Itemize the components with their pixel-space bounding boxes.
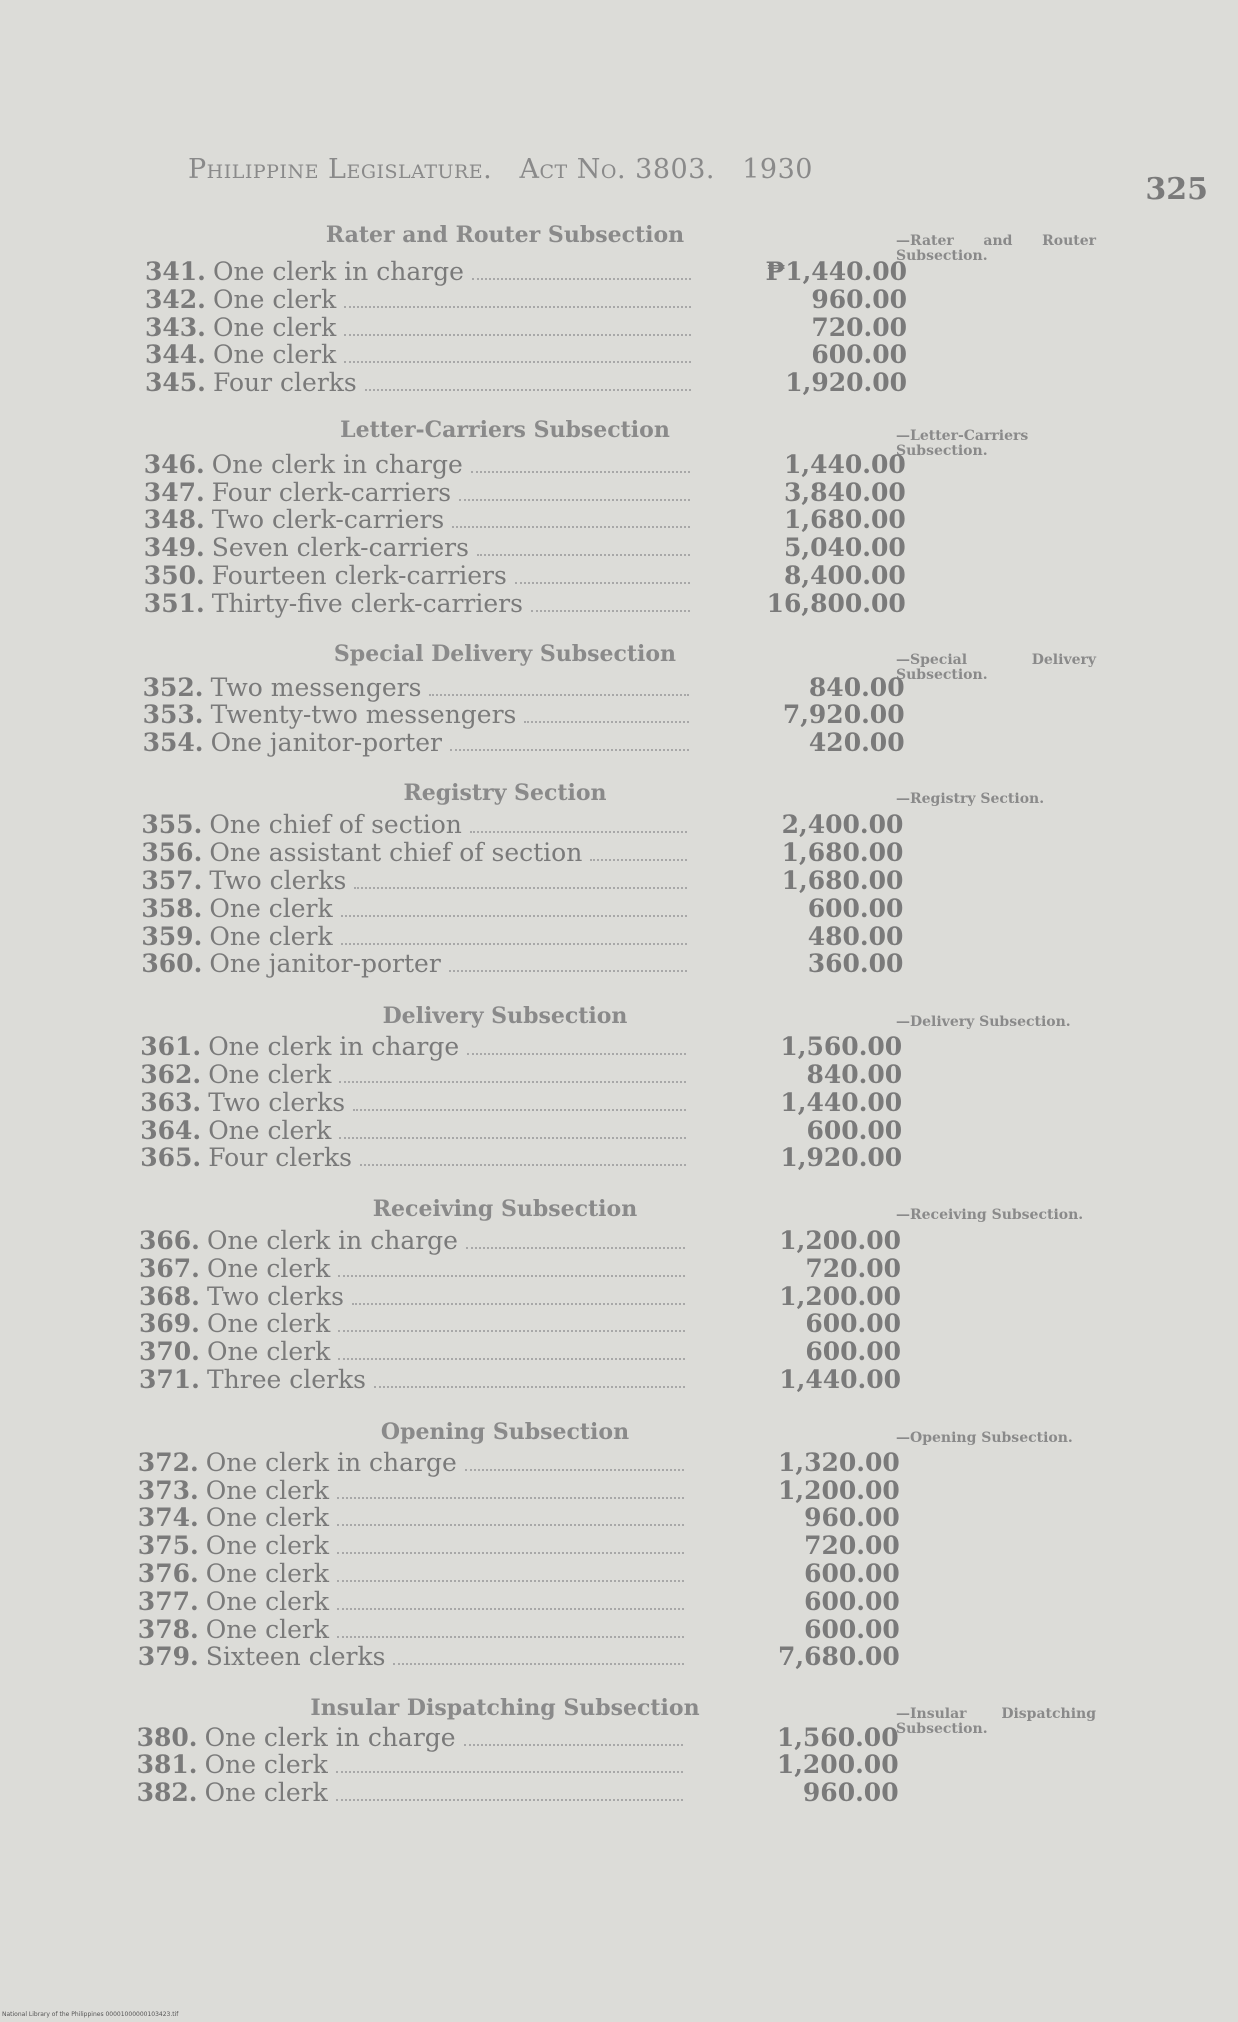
leader-dots	[374, 1368, 685, 1388]
item-number: 376.	[137, 1559, 199, 1588]
item-amount: 420.00	[808, 728, 905, 758]
item-amount: 1,200.00	[779, 1281, 901, 1311]
line-item	[141, 950, 903, 978]
section-title: Rater and Router Subsection	[325, 222, 685, 248]
item-number: 345.	[145, 368, 206, 398]
item-number: 347.	[143, 477, 205, 507]
section-title: Receiving Subsection	[372, 1196, 638, 1222]
item-description: Fourteen clerk-carriers	[211, 561, 507, 590]
item-description: One janitor-porter	[209, 949, 441, 979]
item-amount: 600.00	[806, 1115, 903, 1145]
item-description: Twenty-two messengers	[210, 700, 517, 730]
leader-dots	[477, 536, 690, 556]
margin-note: —Opening Subsection.	[896, 1430, 1073, 1446]
item-description: One clerk in charge	[208, 1032, 460, 1062]
line-item	[145, 258, 907, 286]
leader-dots	[393, 1645, 683, 1665]
item-description: Sixteen clerks	[205, 1642, 386, 1672]
item-description: Four clerks	[213, 368, 357, 398]
item-number: 373.	[137, 1475, 199, 1505]
item-amount: 720.00	[805, 1253, 901, 1283]
item-description: One clerk	[205, 1614, 330, 1644]
item-number: 359.	[141, 921, 203, 951]
item-number: 363.	[140, 1087, 202, 1117]
line-item	[141, 811, 903, 839]
item-amount: 1,200.00	[776, 1750, 899, 1780]
leader-dots	[344, 343, 691, 363]
item-number: 341.	[145, 257, 206, 286]
item-number: 369.	[139, 1309, 200, 1339]
item-description: One clerk	[205, 1586, 330, 1616]
line-item	[139, 1227, 901, 1255]
item-description: Seven clerk-carriers	[211, 533, 469, 563]
item-number: 348.	[143, 505, 205, 535]
line-item	[140, 1117, 902, 1145]
item-number: 344.	[145, 340, 206, 370]
leader-dots	[344, 316, 691, 336]
section-title: Insular Dispatching Subsection	[310, 1695, 700, 1721]
item-number: 350.	[143, 561, 205, 590]
item-number: 377.	[137, 1586, 199, 1616]
item-amount: 8,400.00	[784, 561, 906, 590]
line-item	[140, 1061, 902, 1089]
legislature-title: Philippine Legislature.	[188, 154, 493, 185]
margin-note: —Receiving Subsection.	[896, 1207, 1084, 1223]
item-description: Four clerks	[208, 1143, 352, 1173]
line-item	[137, 1724, 899, 1752]
leader-dots	[470, 813, 687, 833]
leader-dots	[341, 925, 688, 945]
item-number: 365.	[140, 1143, 202, 1173]
item-number: 367.	[139, 1253, 200, 1283]
leader-dots	[338, 1340, 685, 1360]
item-amount: 1,440.00	[780, 1087, 903, 1117]
item-description: Four clerk-carriers	[211, 477, 452, 507]
line-item	[145, 341, 907, 369]
item-description: Two clerks	[207, 1281, 344, 1311]
leader-dots	[524, 703, 688, 723]
item-amount: 720.00	[804, 1531, 900, 1561]
item-description: Two clerks	[209, 866, 347, 895]
item-number: 356.	[141, 838, 203, 868]
line-item	[143, 729, 905, 757]
item-amount: 600.00	[811, 340, 907, 370]
item-amount: 1,920.00	[780, 1143, 903, 1173]
item-description: One clerk	[207, 1253, 331, 1283]
item-amount: 480.00	[807, 921, 904, 951]
item-number: 378.	[137, 1614, 199, 1644]
item-number: 374.	[137, 1503, 199, 1533]
section-title: Special Delivery Subsection	[333, 641, 677, 667]
line-item	[138, 1477, 900, 1505]
item-amount: 1,680.00	[781, 866, 904, 895]
line-item	[137, 1751, 899, 1779]
margin-note: —Insular Dispatching Subsection.	[896, 1706, 1096, 1737]
line-item	[139, 1366, 901, 1394]
page-number: 325	[1145, 172, 1208, 207]
item-description: One clerk	[209, 893, 333, 923]
item-amount: 720.00	[811, 312, 907, 342]
item-amount: 600.00	[805, 1309, 901, 1339]
line-item	[145, 286, 907, 314]
leader-dots	[336, 1753, 683, 1773]
item-number: 346.	[143, 449, 205, 479]
item-amount: 2,400.00	[781, 810, 904, 840]
line-item	[138, 1643, 900, 1671]
line-item	[139, 1310, 901, 1338]
item-description: One clerk in charge	[211, 449, 463, 479]
item-description: One clerk	[205, 1503, 330, 1533]
item-number: 375.	[137, 1531, 199, 1561]
item-amount: 16,800.00	[766, 588, 906, 618]
section-title: Opening Subsection	[380, 1419, 630, 1445]
item-amount: 7,920.00	[782, 700, 905, 730]
item-amount: 1,440.00	[784, 449, 906, 479]
leader-dots	[338, 1312, 685, 1332]
item-description: One clerk	[205, 1475, 330, 1505]
line-item	[141, 923, 903, 951]
item-number: 370.	[139, 1337, 200, 1367]
line-item	[144, 590, 906, 618]
item-description: One clerk in charge	[205, 1447, 457, 1477]
item-amount: 7,680.00	[778, 1642, 900, 1672]
item-description: Two clerk-carriers	[211, 505, 445, 535]
leader-dots	[450, 731, 689, 751]
item-amount: 960.00	[802, 1778, 899, 1808]
item-amount: 840.00	[808, 672, 905, 702]
margin-note: —Special Delivery Subsection.	[896, 652, 1096, 683]
leader-dots	[337, 1590, 684, 1610]
line-item	[138, 1616, 900, 1644]
item-number: 354.	[142, 728, 204, 758]
line-item	[144, 506, 906, 534]
item-amount: 1,560.00	[780, 1032, 903, 1062]
item-description: One clerk	[205, 1559, 330, 1588]
leader-dots	[429, 676, 688, 696]
leader-dots	[471, 453, 690, 473]
item-description: One clerk	[204, 1778, 328, 1808]
item-description: Three clerks	[207, 1365, 366, 1394]
leader-dots	[339, 1063, 686, 1083]
item-amount: 960.00	[804, 1503, 900, 1533]
item-number: 358.	[141, 893, 203, 923]
line-item	[139, 1338, 901, 1366]
leader-dots	[336, 1781, 683, 1801]
leader-dots	[344, 288, 691, 308]
item-description: One clerk	[208, 1115, 332, 1145]
item-amount: 3,840.00	[784, 477, 906, 507]
leader-dots	[590, 841, 687, 861]
item-number: 353.	[142, 700, 204, 730]
item-amount: 5,040.00	[784, 533, 906, 563]
item-description: Thirty-five clerk-carriers	[211, 588, 523, 618]
leader-dots	[465, 1451, 684, 1471]
leader-dots	[352, 1285, 685, 1305]
leader-dots	[353, 1091, 686, 1111]
leader-dots	[337, 1618, 684, 1638]
line-item	[140, 1089, 902, 1117]
item-description: One clerk in charge	[213, 257, 464, 286]
item-description: Two clerks	[208, 1087, 346, 1117]
line-item	[139, 1283, 901, 1311]
line-item	[144, 451, 906, 479]
item-number: 362.	[140, 1060, 202, 1089]
leader-dots	[464, 1726, 683, 1746]
item-number: 343.	[145, 312, 206, 342]
item-amount: 1,320.00	[778, 1447, 900, 1477]
item-number: 380.	[136, 1722, 198, 1752]
leader-dots	[459, 481, 690, 501]
line-item	[141, 839, 903, 867]
leader-dots	[339, 1119, 686, 1139]
leader-dots	[472, 260, 691, 280]
item-number: 366.	[139, 1226, 200, 1255]
leader-dots	[341, 897, 688, 917]
margin-note: —Registry Section.	[896, 791, 1045, 807]
line-item	[144, 534, 906, 562]
line-item	[138, 1532, 900, 1560]
item-number: 368.	[139, 1281, 200, 1311]
item-amount: 840.00	[806, 1060, 903, 1089]
item-number: 364.	[140, 1115, 202, 1145]
item-amount: 960.00	[811, 284, 907, 314]
item-description: One clerk	[213, 284, 337, 314]
line-item	[141, 895, 903, 923]
margin-note: —Delivery Subsection.	[896, 1014, 1071, 1030]
item-amount: 1,920.00	[785, 368, 907, 398]
leader-dots	[531, 592, 690, 612]
line-item	[139, 1255, 901, 1283]
item-number: 351.	[143, 588, 205, 618]
item-description: One chief of section	[209, 810, 462, 840]
item-number: 342.	[145, 284, 206, 314]
scan-credit: National Library of the Philippines 00001000000103423.tif	[2, 2011, 179, 2018]
item-description: One clerk in charge	[207, 1226, 458, 1255]
leader-dots	[515, 564, 690, 584]
item-amount: 1,440.00	[779, 1365, 901, 1394]
leader-dots	[449, 952, 688, 972]
item-description: One clerk	[209, 921, 333, 951]
line-item	[137, 1779, 899, 1807]
item-amount: 600.00	[804, 1559, 900, 1588]
leader-dots	[365, 371, 691, 391]
item-number: 357.	[141, 866, 203, 895]
leader-dots	[467, 1035, 686, 1055]
item-number: 371.	[139, 1365, 200, 1394]
line-item	[140, 1033, 902, 1061]
item-amount: ₱1,440.00	[765, 257, 907, 286]
item-description: One clerk	[207, 1337, 331, 1367]
item-description: One clerk	[204, 1750, 328, 1780]
leader-dots	[337, 1479, 684, 1499]
item-amount: 600.00	[804, 1614, 900, 1644]
item-amount: 1,680.00	[781, 838, 904, 868]
item-number: 360.	[141, 949, 203, 979]
item-number: 352.	[142, 672, 204, 702]
line-item	[144, 479, 906, 507]
line-item	[138, 1560, 900, 1588]
item-amount: 600.00	[804, 1586, 900, 1616]
section-title: Delivery Subsection	[382, 1003, 628, 1029]
leader-dots	[338, 1257, 685, 1277]
item-description: One clerk	[205, 1531, 330, 1561]
item-description: One clerk	[208, 1060, 332, 1089]
item-number: 382.	[136, 1778, 198, 1808]
item-description: One janitor-porter	[210, 728, 442, 758]
item-amount: 1,560.00	[776, 1722, 899, 1752]
item-description: One clerk	[207, 1309, 331, 1339]
line-item	[138, 1588, 900, 1616]
item-description: One assistant chief of section	[209, 838, 583, 868]
line-item	[143, 674, 905, 702]
line-item	[141, 867, 903, 895]
line-item	[144, 562, 906, 590]
leader-dots	[452, 508, 690, 528]
item-description: One clerk	[213, 312, 337, 342]
item-number: 381.	[136, 1750, 198, 1780]
act-year: 1930	[742, 154, 813, 185]
item-description: Two messengers	[210, 672, 422, 702]
act-number: Act No. 3803.	[519, 154, 715, 185]
item-description: One clerk in charge	[204, 1722, 456, 1752]
line-item	[138, 1504, 900, 1532]
leader-dots	[337, 1534, 684, 1554]
item-number: 379.	[137, 1642, 199, 1672]
item-amount: 1,200.00	[778, 1475, 900, 1505]
leader-dots	[337, 1506, 684, 1526]
item-number: 372.	[137, 1447, 199, 1477]
item-number: 361.	[140, 1032, 202, 1062]
item-amount: 600.00	[805, 1337, 901, 1367]
item-number: 355.	[141, 810, 203, 840]
item-amount: 600.00	[807, 893, 904, 923]
line-item	[145, 369, 907, 397]
leader-dots	[466, 1229, 685, 1249]
margin-note: —Letter-Carriers Subsection.	[896, 428, 1029, 459]
item-amount: 1,680.00	[784, 505, 906, 535]
line-item	[138, 1449, 900, 1477]
line-item	[143, 701, 905, 729]
item-amount: 360.00	[807, 949, 904, 979]
leader-dots	[354, 869, 687, 889]
line-item	[140, 1144, 902, 1172]
item-number: 349.	[143, 533, 205, 563]
margin-note: —Rater and Router Subsection.	[896, 233, 1096, 264]
running-head	[188, 154, 813, 185]
section-title: Registry Section	[403, 780, 607, 806]
line-item	[145, 314, 907, 342]
item-amount: 1,200.00	[779, 1226, 901, 1255]
section-title: Letter-Carriers Subsection	[340, 417, 670, 443]
item-description: One clerk	[213, 340, 337, 370]
leader-dots	[337, 1562, 684, 1582]
leader-dots	[360, 1146, 686, 1166]
